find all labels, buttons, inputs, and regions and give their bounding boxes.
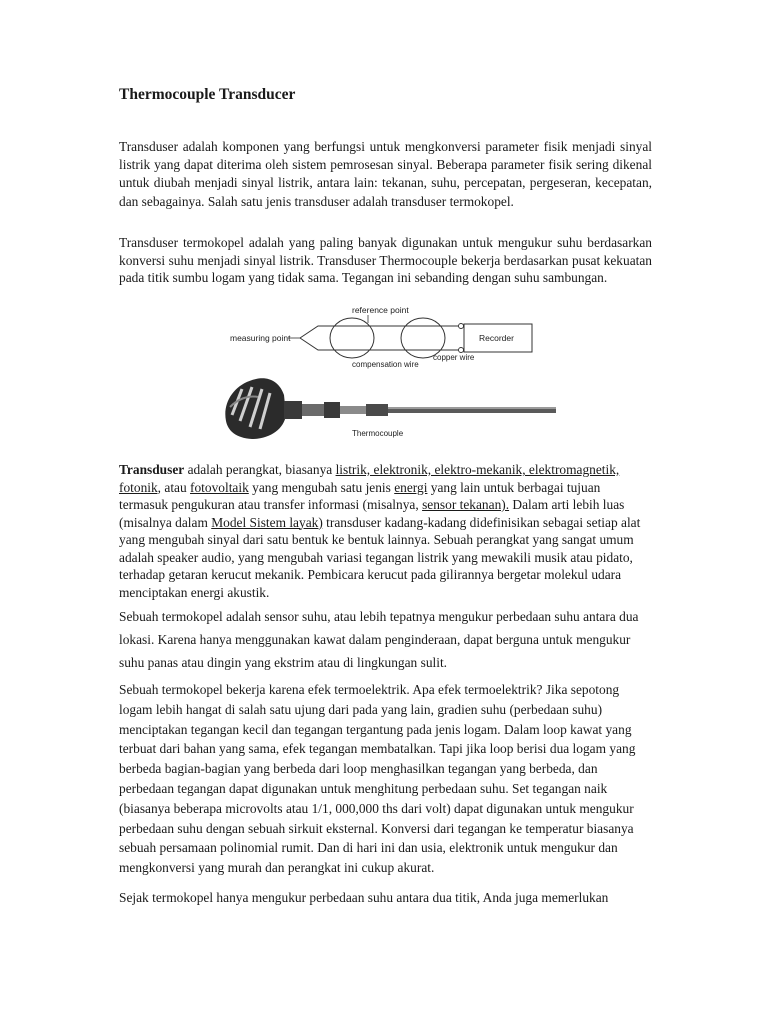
link-fotovoltaik[interactable]: fotovoltaik <box>190 479 249 495</box>
text-span: yang mengubah satu jenis <box>248 479 395 495</box>
text-span: yang lain untuk berbagai tujuan termasuk pengukuran atau transfer informasi (misalnya, <box>119 479 601 512</box>
term-transduser: Transduser <box>119 462 185 477</box>
text-span: transduser kadang-kadang didefinisikan sebagai setiap alat yang mengubah sinyal dari satu bentuk ke bentuk lainnya. Sebuah perangkat yang sangat umum adalah speaker audio, yang mengubah variasi tegangan listrik yang mewakili musik atau pidato, terhadap getaran kerucut mekanik. Pembicara kerucut pada gilirannya bergetar molekul udara menciptakan energi akustik. <box>119 514 641 600</box>
paragraph-sejak-termokopel: Sejak termokopel hanya mengukur perbedaan suhu antara dua titik, Anda juga memerlukan <box>119 890 609 905</box>
paragraph-intro: Transduser adalah komponen yang berfungsi untuk mengkonversi parameter fisik menjadi sinyal listrik yang dapat diterima oleh sistem pemrosesan sinyal. Beberapa parameter fisik sering dikenal untuk diubah menjadi sinyal listrik, antara lain: tekanan, suhu, percepatan, pergeseran, kecepatan, dan sebagainya. Salah satu jenis transduser adalah transduser termokopel. <box>119 139 652 209</box>
text-span: adalah perangkat, biasanya <box>184 462 336 477</box>
recorder-label: Recorder <box>479 333 514 343</box>
link-sensor-tekanan[interactable]: sensor tekanan). <box>422 497 510 512</box>
measuring-point-label: measuring point <box>230 333 291 343</box>
paragraph-sensor-suhu: Sebuah termokopel adalah sensor suhu, atau lebih tepatnya mengukur perbedaan suhu antara dua lokasi. Karena hanya menggunakan kawat dalam penginderaan, dapat berguna untuk mengukur suhu panas atau dingin yang ekstrim atau di lingkungan sulit. <box>119 609 639 670</box>
thermocouple-figure <box>218 303 561 443</box>
text-span: atau <box>161 479 191 495</box>
text-span: Dalam arti lebih luas (misalnya dalam <box>119 497 625 530</box>
link-model-sistem-layak[interactable]: Model Sistem layak) <box>211 514 323 530</box>
thermocouple-diagram <box>218 303 561 443</box>
page-title: Thermocouple Transducer <box>119 86 296 103</box>
reference-point-label: reference point <box>352 305 409 315</box>
copper-wire-label: copper wire <box>433 353 475 362</box>
thermocouple-caption: Thermocouple <box>352 429 404 438</box>
paragraph-transduser-definition <box>119 461 652 601</box>
compensation-wire-label: compensation wire <box>352 360 419 369</box>
paragraph-efek-termoelektrik: Sebuah termokopel bekerja karena efek termoelektrik. Apa efek termoelektrik? Jika sepotong logam lebih hangat di salah satu ujung dari pada yang lain, gradien suhu (perbedaan suhu) menciptakan tegangan kecil dan tegangan tergantung pada jenis logam. Dalam loop kawat yang terbuat dari bahan yang sama, efek tegangan membatalkan. Tapi jika loop berisi dua logam yang berbeda bagian-bagian yang berbeda dari loop menghasilkan tegangan yang berbeda, dan perbedaan tegangan dapat digunakan untuk menghitung perbedaan suhu. Set tegangan naik (biasanya beberapa microvolts atau 1/1, 000,000 ths dari volt) dapat digunakan untuk mengukur perbedaan suhu dengan sebuah sirkuit eksternal. Konversi dari tegangan ke temperatur biasanya sebuah persamaan polinomial rumit. Dan di hari ini dan usia, elektronik untuk mengukur dan mengkonversi yang murah dan perangkat ini cukup akurat. <box>119 682 636 876</box>
link-listrik-elektronik[interactable]: listrik, elektronik, elektro-mekanik, elektromagnetik, fotonik, <box>119 462 620 495</box>
paragraph-thermocouple: Transduser termokopel adalah yang paling banyak digunakan untuk mengukur suhu berdasarkan konversi suhu menjadi sinyal listrik. Transduser Thermocouple bekerja berdasarkan pusat kekuatan pada titik sumbu logam yang tidak sama. Tegangan ini sebanding dengan suhu sambungan. <box>119 235 652 286</box>
link-energi[interactable]: energi <box>394 479 428 495</box>
